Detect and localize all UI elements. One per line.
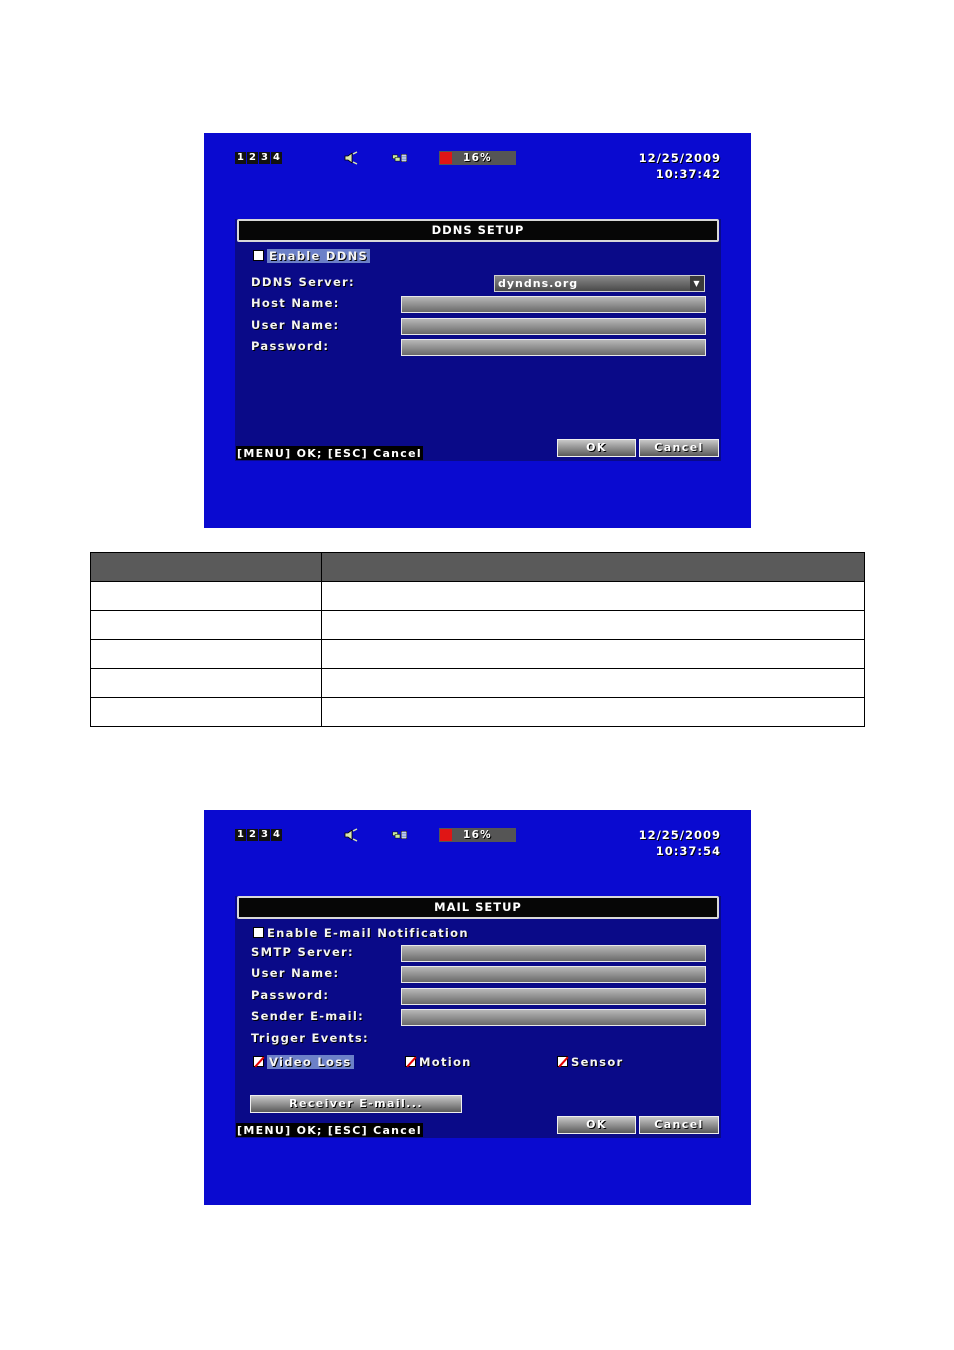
password-label: Password: xyxy=(251,339,330,353)
speaker-icon xyxy=(343,151,359,165)
enable-email-option[interactable] xyxy=(253,926,469,940)
ddns-server-label: DDNS Server: xyxy=(251,275,355,289)
channel-indicators xyxy=(235,829,282,841)
mail-dialog xyxy=(235,896,721,1138)
user-name-label: User Name: xyxy=(251,966,340,980)
motion-option[interactable] xyxy=(405,1055,472,1069)
key-hint: [MENU] OK; [ESC] Cancel xyxy=(237,1124,422,1137)
channel-2[interactable]: 2 xyxy=(247,152,258,164)
sender-email-label: Sender E-mail: xyxy=(251,1009,365,1023)
user-name-input[interactable] xyxy=(401,318,706,335)
sender-email-input[interactable] xyxy=(401,1009,706,1026)
user-name-label: User Name: xyxy=(251,318,340,332)
table-cell xyxy=(322,669,865,698)
table-row xyxy=(91,640,865,669)
hdd-usage-label: 16% xyxy=(462,152,493,164)
enable-ddns-checkbox[interactable] xyxy=(253,250,264,261)
channel-4[interactable]: 4 xyxy=(271,152,282,164)
table-header-cell xyxy=(91,553,322,582)
key-hint: [MENU] OK; [ESC] Cancel xyxy=(237,447,422,460)
table-header-row xyxy=(91,553,865,582)
user-name-input[interactable] xyxy=(401,966,706,983)
video-loss-label: Video Loss xyxy=(269,1055,352,1069)
password-label: Password: xyxy=(251,988,330,1002)
network-icon xyxy=(392,151,408,165)
mail-setup-screen xyxy=(204,810,751,1205)
date-text: 12/25/2009 xyxy=(638,151,721,165)
dialog-title: DDNS SETUP xyxy=(237,219,719,242)
motion-label: Motion xyxy=(419,1055,472,1069)
table-header-cell xyxy=(322,553,865,582)
channel-2[interactable]: 2 xyxy=(247,829,258,841)
datetime xyxy=(639,827,721,859)
table-cell xyxy=(322,640,865,669)
ddns-server-value: dyndns.org xyxy=(498,277,579,290)
date-text: 12/25/2009 xyxy=(638,828,721,842)
channel-indicators xyxy=(235,152,282,164)
enable-ddns-label: Enable DDNS xyxy=(269,249,369,263)
hdd-usage-bar xyxy=(439,151,516,165)
channel-1[interactable]: 1 xyxy=(235,829,246,841)
cancel-button[interactable]: Cancel xyxy=(639,1116,719,1134)
table-cell xyxy=(322,611,865,640)
table-cell xyxy=(91,611,322,640)
table-row xyxy=(91,669,865,698)
password-input[interactable] xyxy=(401,339,706,356)
enable-email-checkbox[interactable] xyxy=(253,927,264,938)
channel-4[interactable]: 4 xyxy=(271,829,282,841)
smtp-server-input[interactable] xyxy=(401,945,706,962)
smtp-server-label: SMTP Server: xyxy=(251,945,354,959)
network-icon xyxy=(392,828,408,842)
time-text: 10:37:54 xyxy=(655,844,721,858)
channel-1[interactable]: 1 xyxy=(235,152,246,164)
motion-checkbox[interactable] xyxy=(405,1056,416,1067)
enable-ddns-option[interactable] xyxy=(253,249,370,263)
table-cell xyxy=(91,698,322,727)
video-loss-option[interactable] xyxy=(253,1055,354,1069)
table-row xyxy=(91,611,865,640)
host-name-input[interactable] xyxy=(401,296,706,313)
sensor-label: Sensor xyxy=(571,1055,624,1069)
ddns-setup-screen xyxy=(204,133,751,528)
settings-table xyxy=(90,552,865,727)
ddns-server-select[interactable] xyxy=(494,275,705,292)
chevron-down-icon[interactable]: ▼ xyxy=(690,276,704,291)
channel-3[interactable]: 3 xyxy=(259,152,270,164)
ok-button[interactable]: OK xyxy=(557,1116,636,1134)
ddns-dialog xyxy=(235,219,721,461)
hdd-usage-label: 16% xyxy=(462,829,493,841)
dialog-title: MAIL SETUP xyxy=(237,896,719,919)
table-cell xyxy=(322,582,865,611)
sensor-checkbox[interactable] xyxy=(557,1056,568,1067)
trigger-events-label: Trigger Events: xyxy=(251,1031,369,1045)
table-cell xyxy=(91,640,322,669)
table-row xyxy=(91,582,865,611)
host-name-label: Host Name: xyxy=(251,296,340,310)
table-cell xyxy=(91,582,322,611)
enable-email-label: Enable E-mail Notification xyxy=(267,926,469,940)
hdd-usage-bar xyxy=(439,828,516,842)
datetime xyxy=(639,150,721,182)
password-input[interactable] xyxy=(401,988,706,1005)
channel-3[interactable]: 3 xyxy=(259,829,270,841)
speaker-icon xyxy=(343,828,359,842)
time-text: 10:37:42 xyxy=(655,167,721,181)
table-cell xyxy=(91,669,322,698)
video-loss-checkbox[interactable] xyxy=(253,1056,264,1067)
cancel-button[interactable]: Cancel xyxy=(639,439,719,457)
table-cell xyxy=(322,698,865,727)
table-row xyxy=(91,698,865,727)
sensor-option[interactable] xyxy=(557,1055,624,1069)
receiver-email-button[interactable]: Receiver E-mail... xyxy=(250,1095,462,1113)
ok-button[interactable]: OK xyxy=(557,439,636,457)
